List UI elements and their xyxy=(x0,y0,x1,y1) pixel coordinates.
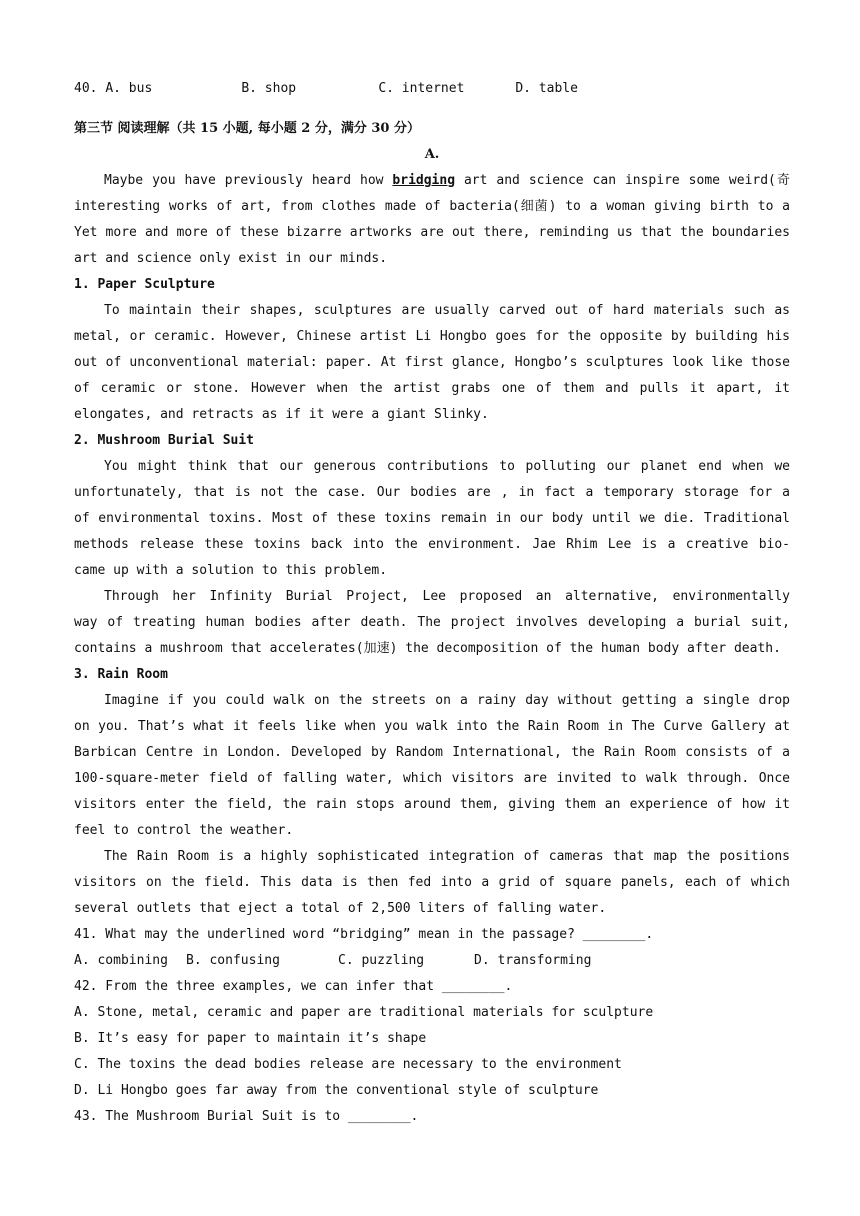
question-42-option-a: A. Stone, metal, ceramic and paper are traditional materials for sculpture xyxy=(74,1005,654,1020)
question-40-option-b: B. shop xyxy=(241,81,297,96)
section-3-p1-line: on you. That’s what it feels like when you walk into the Rain Room in The Curve Gallery at xyxy=(74,719,790,734)
section-3-p2-line: The Rain Room is a highly sophisticated integration of cameras that map the positions xyxy=(104,849,790,864)
section-2-p2-line: contains a mushroom that accelerates(加速) the decomposition of the human body after death. xyxy=(74,641,781,656)
section-2-p2-line: Through her Infinity Burial Project, Lee proposed an alternative, environmentally xyxy=(104,589,790,604)
question-42-option-c: C. The toxins the dead bodies release are necessary to the environment xyxy=(74,1057,622,1072)
section-2-p1-line: came up with a solution to this problem. xyxy=(74,563,388,578)
section-2-p1-line: of environmental toxins. Most of these toxins remain in our body until we die. Traditional xyxy=(74,511,790,526)
section-3-p2-line: several outlets that eject a total of 2,500 liters of falling water. xyxy=(74,901,607,916)
section-3-p1-line: visitors enter the field, the rain stops around them, giving them an experience of how it xyxy=(74,797,790,812)
question-41-option-a: A. combining xyxy=(74,953,168,968)
section-3-p1-line: Imagine if you could walk on the streets on a rainy day without getting a single drop xyxy=(104,693,790,708)
underlined-word-bridging: bridging xyxy=(392,173,456,188)
question-41-option-b: B. confusing xyxy=(186,953,280,968)
section-1-line: out of unconventional material: paper. At first glance, Hongbo’s sculptures look like those xyxy=(74,355,790,370)
section-2-p2-line: way of treating human bodies after death. The project involves developing a burial suit, xyxy=(74,615,790,630)
question-40 xyxy=(74,76,790,102)
section-1-line: elongates, and retracts as if it were a giant Slinky. xyxy=(74,407,489,422)
question-41-option-d: D. transforming xyxy=(474,953,592,968)
section-3-heading: 3. Rain Room xyxy=(74,667,168,682)
section-1-line: metal, or ceramic. However, Chinese artist Li Hongbo goes for the opposite by building his xyxy=(74,329,790,344)
section-1-line: To maintain their shapes, sculptures are usually carved out of hard materials such as xyxy=(104,303,790,318)
question-42-stem: 42. From the three examples, we can infer that ________. xyxy=(74,979,513,994)
question-42-option-d: D. Li Hongbo goes far away from the conventional style of sculpture xyxy=(74,1083,599,1098)
intro-line-1 xyxy=(74,168,790,194)
question-41-option-c: C. puzzling xyxy=(338,953,425,968)
intro-line-3: Yet more and more of these bizarre artworks are out there, reminding us that the boundaries xyxy=(74,225,790,240)
section-2-p1-line: unfortunately, that is not the case. Our bodies are , in fact a temporary storage for a xyxy=(74,485,790,500)
passage-label: A. xyxy=(424,147,440,162)
section-2-p1-line: You might think that our generous contributions to polluting our planet end when we xyxy=(104,459,790,474)
section-3-p2-line: visitors on the field. This data is then fed into a grid of square panels, each of which xyxy=(74,875,790,890)
intro-line-4: art and science only exist in our minds. xyxy=(74,251,388,266)
question-42-option-b: B. It’s easy for paper to maintain it’s shape xyxy=(74,1031,427,1046)
section-3-p1-line: 100-square-meter field of falling water, which visitors are invited to walk through. Once xyxy=(74,771,790,786)
section-1-line: of ceramic or stone. However when the artist grabs one of them and pulls it apart, it xyxy=(74,381,790,396)
question-41-stem: 41. What may the underlined word “bridging” mean in the passage? ________. xyxy=(74,927,654,942)
section-3-p1-line: feel to control the weather. xyxy=(74,823,294,838)
intro-line-2: interesting works of art, from clothes made of bacteria(细菌) to a woman giving birth to a xyxy=(74,199,790,214)
section-2-p1-line: methods release these toxins back into the environment. Jae Rhim Lee is a creative bio- xyxy=(74,537,790,552)
intro-line-1-post: art and science can inspire some weird(奇 xyxy=(463,173,790,188)
question-43-stem: 43. The Mushroom Burial Suit is to ________. xyxy=(74,1109,419,1124)
intro-line-1-pre: Maybe you have previously heard how xyxy=(104,173,393,188)
section-3-p1-line: Barbican Centre in London. Developed by Random International, the Rain Room consists of a xyxy=(74,745,790,760)
question-40-option-d: D. table xyxy=(515,81,578,96)
question-41-options xyxy=(74,948,790,974)
question-40-option-c: C. internet xyxy=(378,81,465,96)
section-heading: 第三节 阅读理解（共 15 小题, 每小题 2 分，满分 30 分） xyxy=(74,121,420,136)
question-40-option-a: A. bus xyxy=(105,81,153,96)
question-40-number: 40. xyxy=(74,81,98,96)
section-1-heading: 1. Paper Sculpture xyxy=(74,277,215,292)
section-2-heading: 2. Mushroom Burial Suit xyxy=(74,433,255,448)
exam-page xyxy=(74,76,790,1130)
